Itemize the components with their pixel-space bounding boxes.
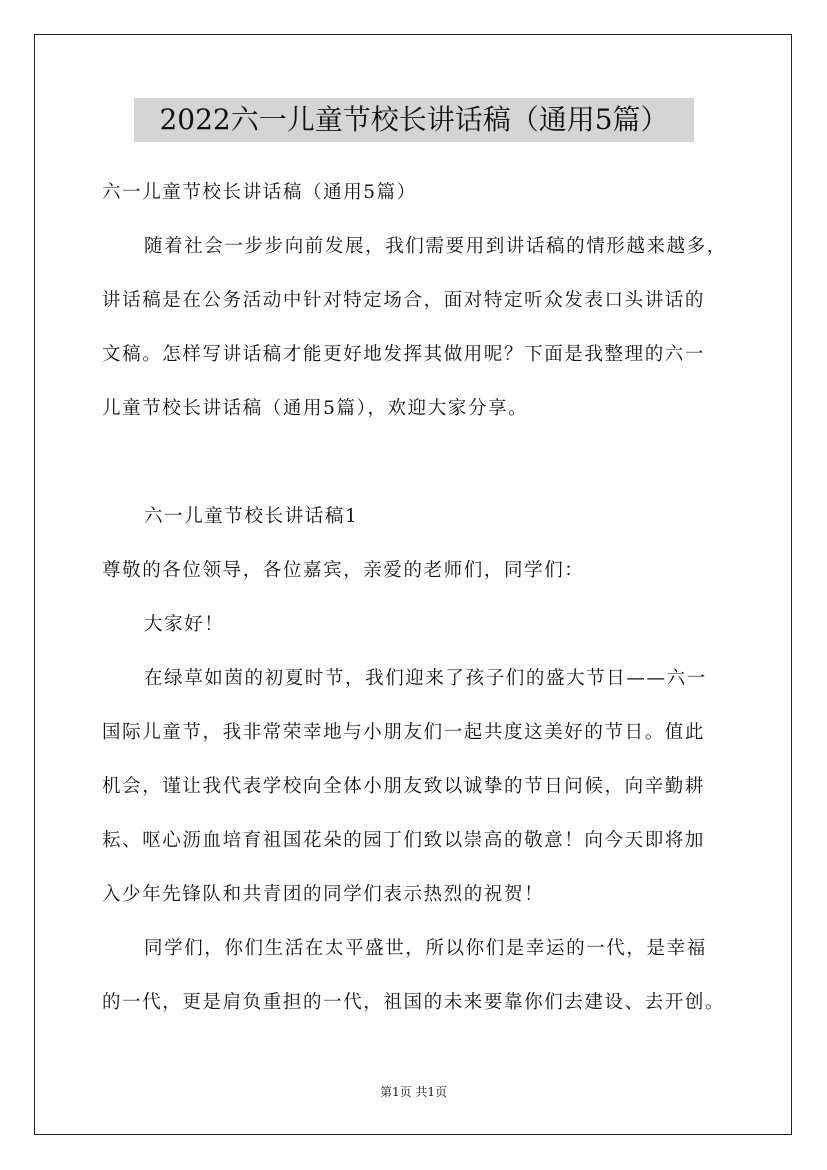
body-line-1: 在绿草如茵的初夏时节，我们迎来了孩子们的盛大节日——六一 xyxy=(144,668,707,689)
section-heading: 六一儿童节校长讲话稿1 xyxy=(144,506,359,527)
intro-line-3: 文稿。怎样写讲话稿才能更好地发挥其做用呢？下面是我整理的六一 xyxy=(102,344,706,365)
salutation: 尊敬的各位领导，各位嘉宾，亲爱的老师们，同学们： xyxy=(102,560,585,581)
intro-line-1: 随着社会一步步向前发展，我们需要用到讲话稿的情形越来越多， xyxy=(144,236,727,257)
document-title: 2022六一儿童节校长讲话稿（通用5篇） xyxy=(134,98,694,142)
body-line-3: 机会，谨让我代表学校向全体小朋友致以诚挚的节日问候，向辛勤耕 xyxy=(102,776,706,797)
body-line-5: 入少年先锋队和共青团的同学们表示热烈的祝贺！ xyxy=(102,884,545,905)
page-footer: 第1页 共1页 xyxy=(379,1085,448,1099)
body-line-4: 耘、呕心沥血培育祖国花朵的园丁们致以崇高的敬意！向今天即将加 xyxy=(102,830,706,851)
body-line-6: 同学们，你们生活在太平盛世，所以你们是幸运的一代，是幸福 xyxy=(144,938,707,959)
body-line-7: 的一代，更是肩负重担的一代，祖国的未来要靠你们去建设、去开创。 xyxy=(102,992,726,1013)
greeting: 大家好！ xyxy=(144,614,225,635)
body-line-2: 国际儿童节，我非常荣幸地与小朋友们一起共度这美好的节日。值此 xyxy=(102,722,706,743)
intro-line-4: 儿童节校长讲话稿（通用5篇），欢迎大家分享。 xyxy=(102,398,529,419)
document-subtitle: 六一儿童节校长讲话稿（通用5篇） xyxy=(102,182,417,203)
intro-line-2: 讲话稿是在公务活动中针对特定场合，面对特定听众发表口头讲话的 xyxy=(102,290,706,311)
